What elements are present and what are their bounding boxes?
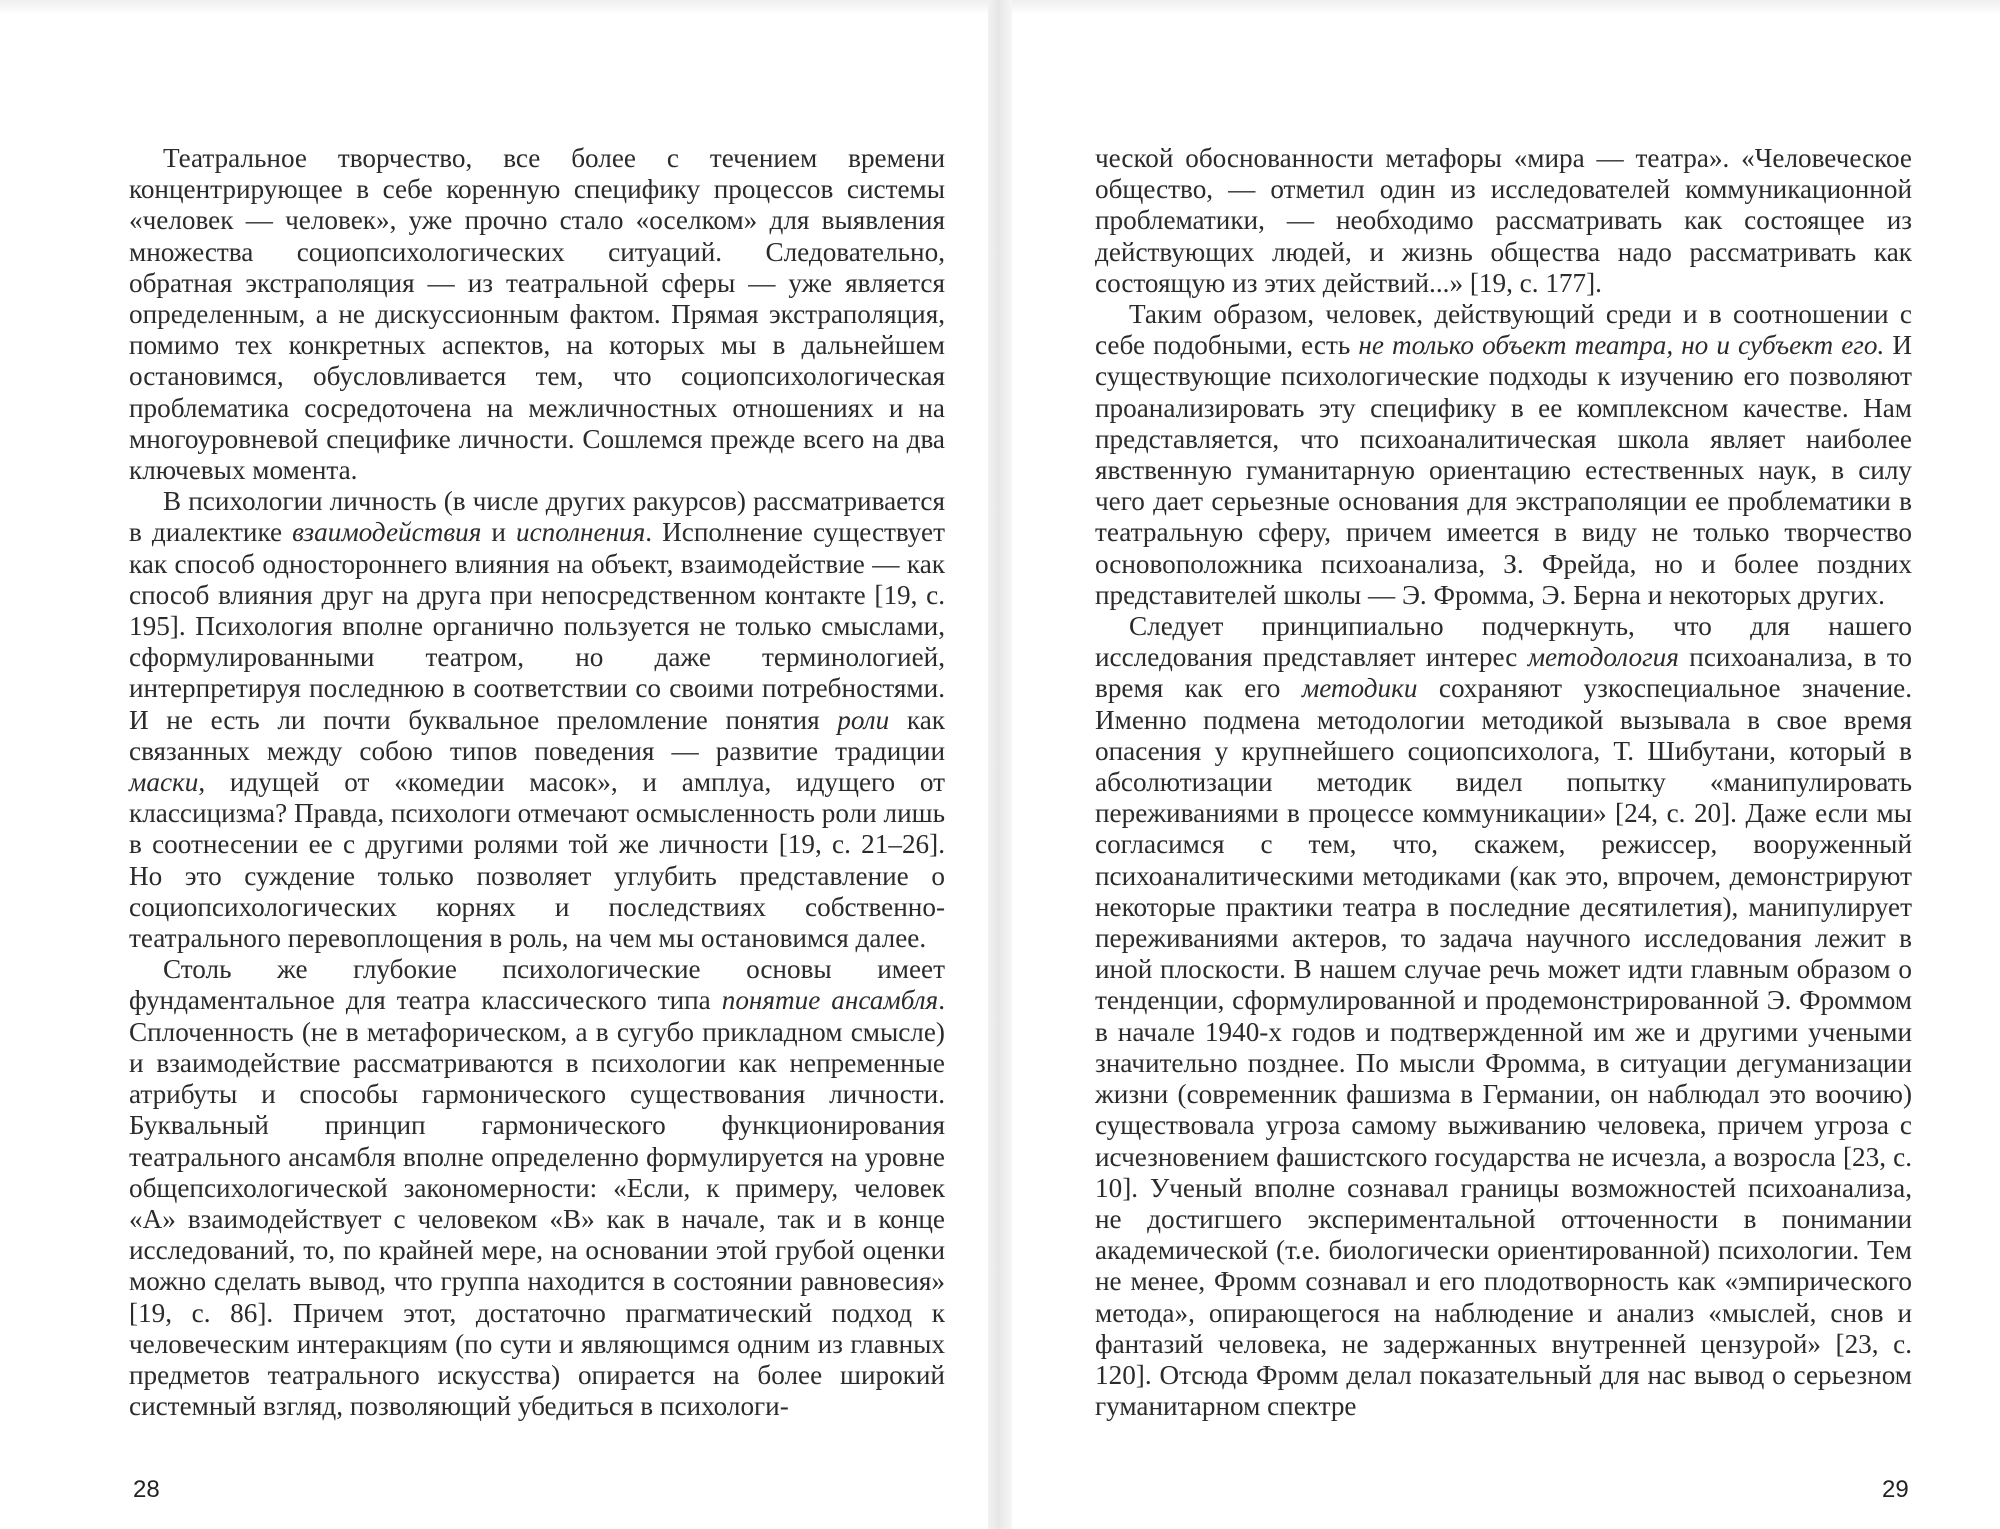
left-page	[0, 0, 988, 1529]
italic-text-run: методики	[1301, 673, 1418, 704]
text-run: Столь же глубокие психологические основы имеет фундаментальное для театра классического типа	[129, 954, 945, 1016]
paragraph	[1095, 299, 1912, 611]
paragraph	[129, 143, 945, 486]
right-page	[1012, 0, 2000, 1529]
right-page-text	[1095, 143, 1912, 1422]
text-run: . Сплоченность (не в метафорическом, а в сугубо прикладном смысле) и взаимодействие рассматриваются в психологии как непременные атрибуты и способы гармонического существования личности. Буквальный принцип гармонического функционирования театрального ансамбля вполне определенно формулируется на уровне общепсихологической закономерности: «Если, к примеру, человек «А» взаимодействует с человеком «В» как в начале, так и в конце исследований, то, по крайней мере, на основании этой грубой оценки можно сделать вывод, что группа находится в состоянии равновесия» [19, с. 86]. Причем этот, достаточно прагматический подход к человеческим интеракциям (по сути и являющимся одним из главных предметов театрального искусства) опирается на более широкий системный взгляд, позволяющий убедиться в психологи-	[129, 985, 945, 1422]
text-run: В психологии личность (в числе других ракурсов) рассматривается в диалектике	[129, 486, 945, 548]
page-number-left: 28	[133, 1476, 160, 1503]
paragraph	[1095, 143, 1912, 299]
italic-text-run: понятие ансамбля	[721, 985, 939, 1016]
page-shadow	[1012, 0, 2000, 14]
page-number-right: 29	[1882, 1476, 1909, 1503]
text-run: психоанализа, в то время как его	[1095, 642, 1912, 704]
text-run: и	[481, 517, 516, 548]
paragraph	[1095, 611, 1912, 1422]
italic-text-run: исполнения	[515, 517, 646, 548]
book-gutter	[988, 0, 1012, 1529]
left-page-text	[129, 143, 945, 1422]
paragraph	[129, 954, 945, 1422]
paragraph	[129, 486, 945, 954]
italic-text-run: методология	[1527, 642, 1679, 673]
italic-text-run: роли	[837, 704, 890, 735]
text-run: Следует принципиально подчеркнуть, что для нашего исследования представляет интерес	[1095, 611, 1912, 673]
page-shadow	[0, 0, 988, 14]
italic-text-run: маски	[129, 767, 199, 798]
italic-text-run: не только объект театра, но и субъект его.	[1358, 330, 1885, 361]
text-run: ческой обоснованности метафоры «мира — театра». «Человеческое общество, — отметил один из исследователей коммуникационной проблематики, — необходимо рассматривать как состоящее из действующих людей, и жизнь общества надо рассматривать как состоящую из этих действий...» [19, с. 177].	[1095, 143, 1912, 298]
text-run: И существующие психологические подходы к изучению его позволяют проанализировать эту специфику в ее комплексном качестве. Нам представляется, что психоаналитическая школа являет наиболее явственную гуманитарную ориентацию естественных наук, в силу чего дает серьезные основания для экстраполяции ее проблематики в театральную сферу, причем имеется в виду не только творчество основоположника психоанализа, З. Фрейда, но и более поздних представителей школы — Э. Фромма, Э. Берна и некоторых других.	[1095, 330, 1913, 610]
text-run: Театральное творчество, все более с течением времени концентрирующее в себе коренную специфику процессов системы «человек — человек», уже прочно стало «оселком» для выявления множества социопсихологических ситуаций. Следовательно, обратная экстраполяция — из театральной сферы — уже является определенным, а не дискуссионным фактом. Прямая экстраполяция, помимо тех конкретных аспектов, на которых мы в дальнейшем остановимся, обусловливается тем, что социопсихологическая проблематика сосредоточена на межличностных отношениях и на многоуровневой специфике личности. Сошлемся прежде всего на два ключевых момента.	[129, 143, 945, 486]
text-run: Таким образом, человек, действующий среди и в соотношении с себе подобными, есть	[1095, 299, 1912, 361]
text-run: как связанных между собою типов поведения — развитие традиции	[129, 704, 945, 766]
text-run: сохраняют узкоспециальное значение. Именно подмена методологии методикой вызывала в свое время опасения у крупнейшего социопсихолога, Т. Шибутани, который в абсолютизации методик видел попытку «манипулировать переживаниями в процессе коммуникации» [24, с. 20]. Даже если мы согласимся с тем, что, скажем, режиссер, вооруженный психоаналитическими методиками (как это, впрочем, демонстрируют некоторые практики театра в последние десятилетия), манипулирует переживаниями актеров, то задача научного исследования лежит в иной плоскости. В нашем случае речь может идти главным образом о тенденции, сформулированной и продемонстрированной Э. Фроммом в начале 1940-х годов и подтвержденной им же и другими учеными значительно позднее. По мысли Фромма, в ситуации дегуманизации жизни (современник фашизма в Германии, он наблюдал это воочию) существовала угроза самому выживанию человека, причем угроза с исчезновением фашистского государства не исчезла, а возросла [23, с. 10]. Ученый вполне сознавал границы возможностей психоанализа, не достигшего экспериментальной отточенности в понимании академической (т.е. биологически ориентированной) психологии. Тем не менее, Фромм сознавал и его плодотворность как «эмпирического метода», опирающегося на наблюдение и анализ «мыслей, снов и фантазий человека, не задержанных внутренней цензурой» [23, с. 120]. Отсюда Фромм делал показательный для нас вывод о серьезном гуманитарном спектре	[1095, 673, 1912, 1422]
italic-text-run: взаимодействия	[292, 517, 482, 548]
text-run: , идущей от «комедии масок», и амплуа, идущего от классицизма? Правда, психологи отмечают осмысленность роли лишь в соотнесении ее с другими ролями той же личности [19, с. 21–26]. Но это суждение только позволяет углубить представление о социопсихологических корнях и последствиях собственно-театрального перевоплощения в роль, на чем мы остановимся далее.	[129, 767, 945, 954]
text-run: . Исполнение существует как способ одностороннего влияния на объект, взаимодействие — как способ влияния друг на друга при непосредственном контакте [19, с. 195]. Психология вполне органично пользуется не только смыслами, сформулированными театром, но даже терминологией, интерпретируя последнюю в соответствии со своими потребностями. И не есть ли почти буквальное преломление понятия	[129, 517, 945, 735]
